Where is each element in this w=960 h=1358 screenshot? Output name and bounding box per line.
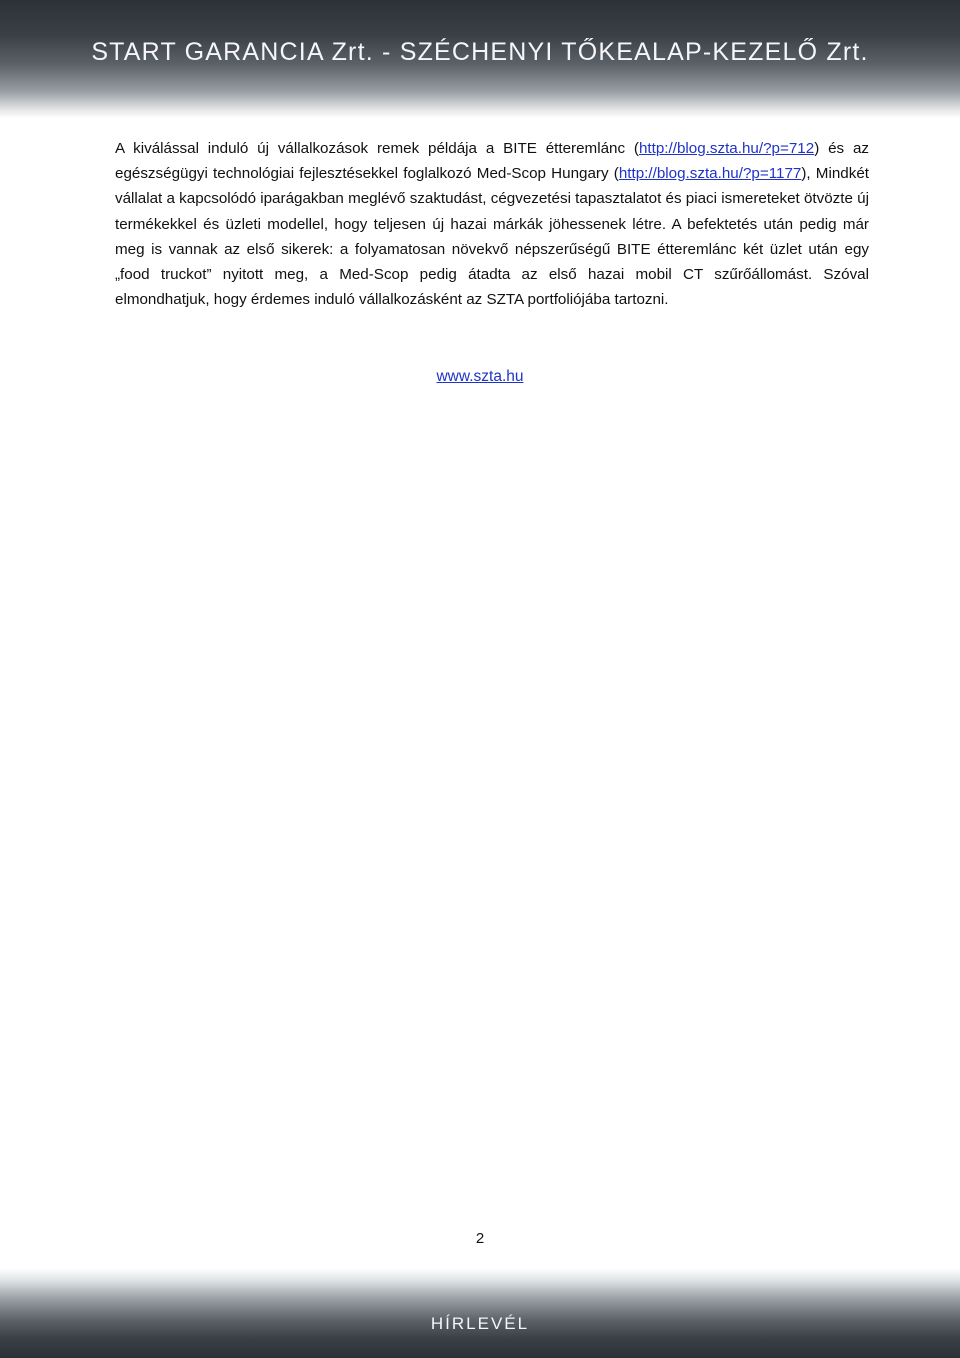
footer-band	[0, 1268, 960, 1358]
paragraph-text-2: ) és az egészségügyi technológiai fejlesztésekkel foglalkozó Med-Scop Hungary (	[115, 140, 869, 183]
header-title: START GARANCIA Zrt. - SZÉCHENYI TŐKEALAP-KEZELŐ Zrt.	[91, 38, 869, 66]
blog-link-medscop[interactable]: http://blog.szta.hu/?p=1177	[618, 165, 802, 183]
website-link-container	[0, 366, 960, 388]
article-paragraph	[115, 136, 869, 312]
paragraph-text-3: ), Mindkét vállalat a kapcsolódó iparágakban meglévő szaktudást, cégvezetési tapasztalatot és piaci ismereteket ötvözte új termékekkel és üzleti modellel, hogy teljesen új hazai márkák jöhessenek létre. A befektetés után pedig már meg is vannak az első sikerek: a folyamatosan növekvő népszerűségű BITE étteremlánc két üzlet után egy „food truckot” nyitott meg, a Med-Scop pedig átadta az első hazai mobil CT szűrőállomást. Szóval elmondhatjuk, hogy érdemes induló vállalkozásként az SZTA portfoliójába tartozni.	[115, 165, 869, 309]
website-link[interactable]: www.szta.hu	[436, 368, 524, 385]
page-number: 2	[475, 1230, 485, 1247]
article-body	[115, 136, 869, 312]
blog-link-bite[interactable]: http://blog.szta.hu/?p=712	[638, 140, 815, 157]
footer-title: HÍRLEVÉL	[430, 1314, 530, 1333]
paragraph-text-1: A kiválással induló új vállalkozások remek példája a BITE étteremlánc (	[115, 140, 639, 157]
